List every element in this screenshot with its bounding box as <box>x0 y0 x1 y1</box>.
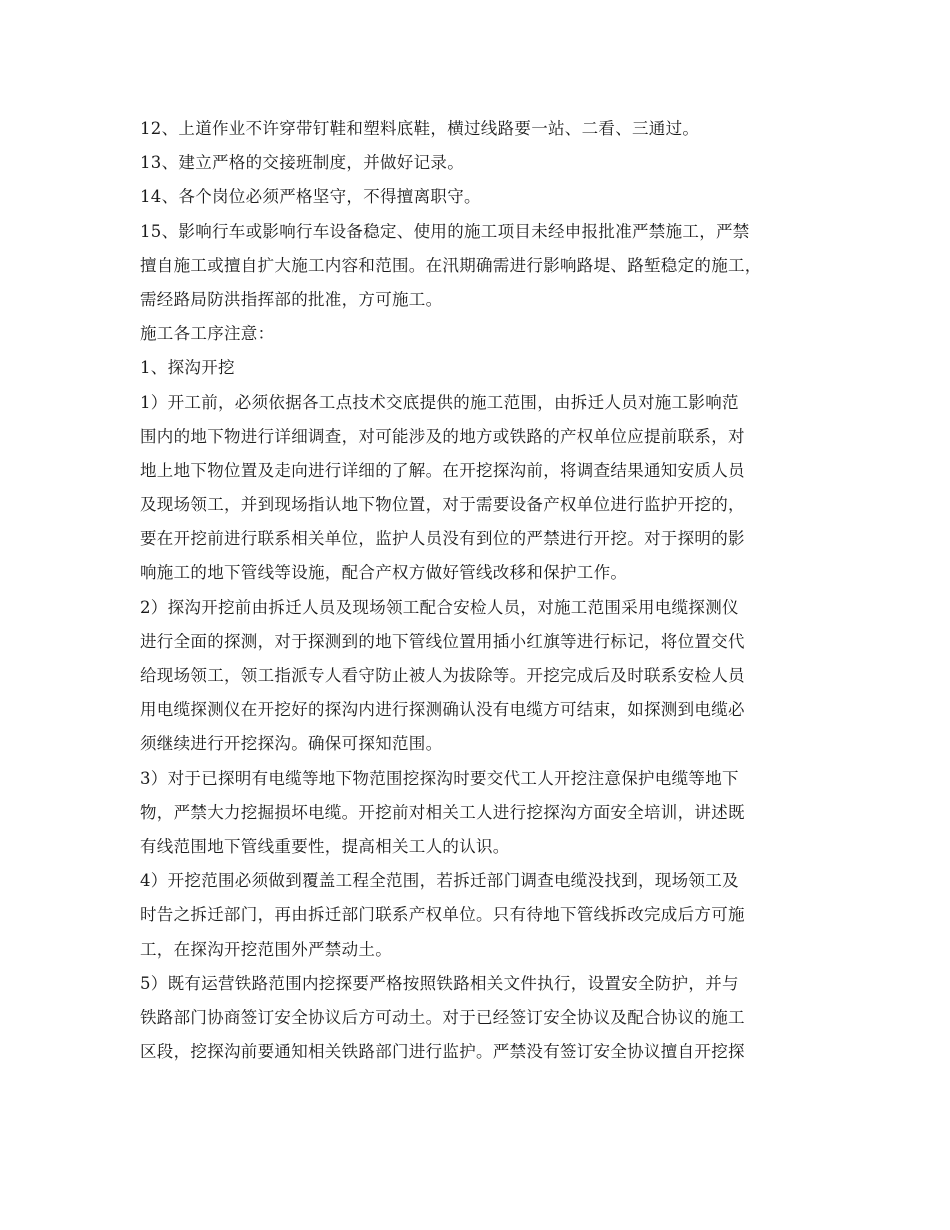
text-line: 工，在探沟开挖范围外严禁动土。 <box>140 939 392 959</box>
text-line: 14、各个岗位必须严格坚守，不得擅离职守。 <box>140 187 481 207</box>
text-line: 5）既有运营铁路范围内挖探要严格按照铁路相关文件执行，设置安全防护，并与 <box>140 973 739 993</box>
document-body <box>140 112 840 1069</box>
text-line: 进行全面的探测，对于探测到的地下管线位置用插小红旗等进行标记，将位置交代 <box>140 631 745 651</box>
text-line: 给现场领工，领工指派专人看守防止被人为拔除等。开挖完成后及时联系安检人员 <box>140 666 745 685</box>
text-line: 地上地下物位置及走向进行详细的了解。在开挖探沟前，将调查结果通知安质人员 <box>140 460 745 480</box>
text-line: 2）探沟开挖前由拆迁人员及现场领工配合安检人员，对施工范围采用电缆探测仪 <box>140 597 739 617</box>
text-line: 1）开工前，必须依据各工点技术交底提供的施工范围，由拆迁人员对施工影响范 <box>140 392 739 412</box>
text-line: 用电缆探测仪在开挖好的探沟内进行探测确认没有电缆方可结束，如探测到电缆必 <box>140 700 745 720</box>
text-line: 4）开挖范围必须做到覆盖工程全范围，若拆迁部门调查电缆没找到，现场领工及 <box>140 871 739 891</box>
subsection-heading: 1、探沟开挖 <box>140 358 235 378</box>
text-line: 3）对于已探明有电缆等地下物范围挖探沟时要交代工人开挖注意保护电缆等地下 <box>140 768 739 788</box>
text-line: 响施工的地下管线等设施，配合产权方做好管线改移和保护工作。 <box>140 563 628 583</box>
text-line: 15、影响行车或影响行车设备稳定、使用的施工项目未经申报批准严禁施工，严禁 <box>140 221 750 241</box>
text-line: 区段，挖探沟前要通知相关铁路部门进行监护。严禁没有签订安全协议擅自开挖探 <box>140 1042 745 1062</box>
text-line: 须继续进行开挖探沟。确保可探知范围。 <box>140 734 443 754</box>
text-line: 12、上道作业不许穿带钉鞋和塑料底鞋，横过线路要一站、二看、三通过。 <box>140 119 700 138</box>
text-line: 要在开挖前进行联系相关单位，监护人员没有到位的严禁进行开挖。对于探明的影 <box>140 529 745 549</box>
text-line: 围内的地下物进行详细调查，对可能涉及的地方或铁路的产权单位应提前联系，对 <box>140 426 745 446</box>
text-line: 擅自施工或擅自扩大施工内容和范围。在汛期确需进行影响路堤、路堑稳定的施工， <box>140 255 762 275</box>
text-line: 13、建立严格的交接班制度，并做好记录。 <box>140 153 464 173</box>
text-line: 时告之拆迁部门，再由拆迁部门联系产权单位。只有待地下管线拆改完成后方可施 <box>140 905 745 925</box>
text-line: 有线范围地下管线重要性，提高相关工人的认识。 <box>140 836 510 856</box>
text-line: 铁路部门协商签订安全协议后方可动土。对于已经签订安全协议及配合协议的施工 <box>140 1007 745 1027</box>
section-heading: 施工各工序注意： <box>140 324 275 344</box>
text-line: 及现场领工，并到现场指认地下物位置，对于需要设备产权单位进行监护开挖的， <box>140 495 745 515</box>
text-line: 需经路局防洪指挥部的批准，方可施工。 <box>140 289 443 309</box>
text-line: 物，严禁大力挖掘损坏电缆。开挖前对相关工人进行挖探沟方面安全培训，讲述既 <box>140 802 745 822</box>
